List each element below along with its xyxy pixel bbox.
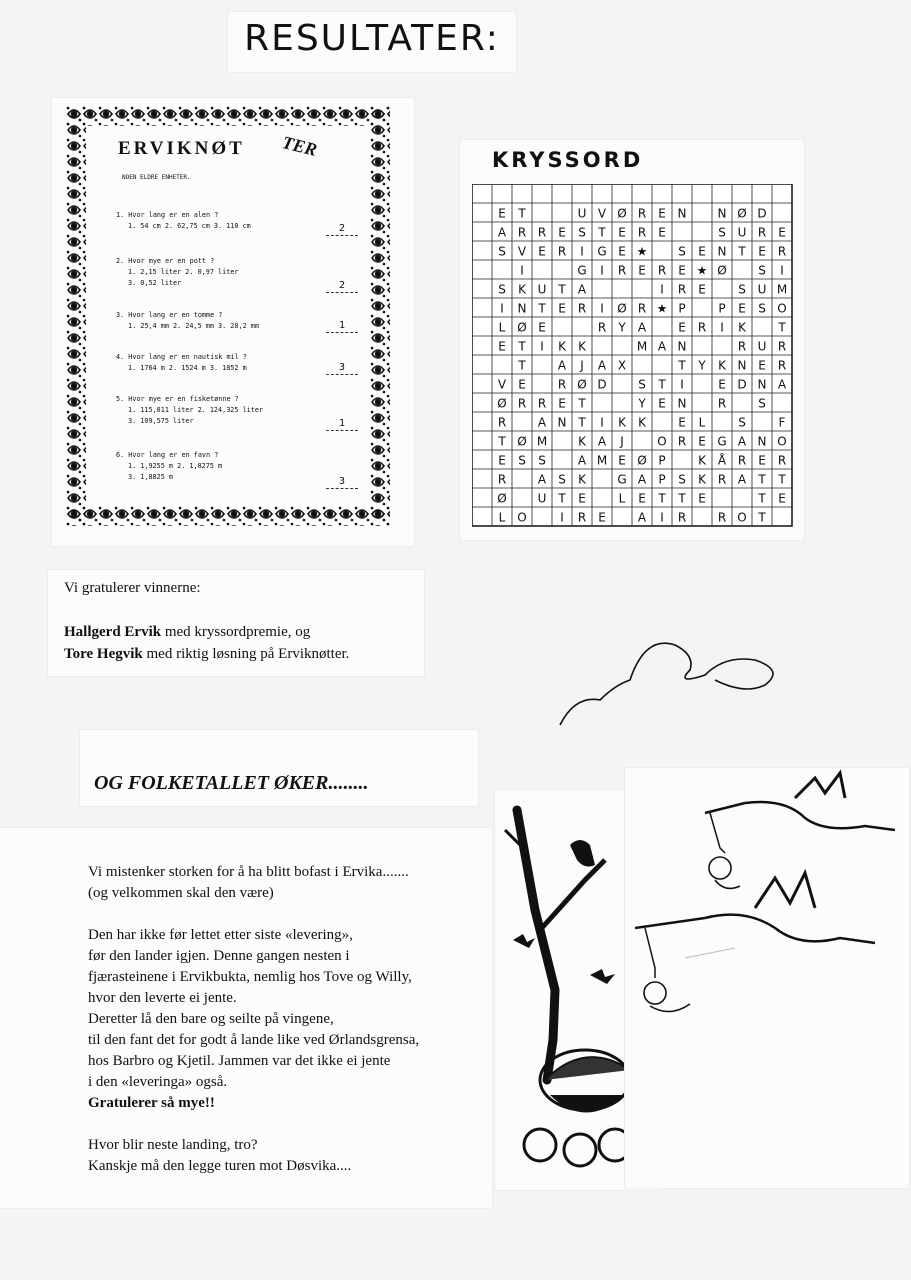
crossword-letter: S xyxy=(758,301,766,316)
crossword-letter: E xyxy=(638,491,646,506)
crossword-letter: R xyxy=(497,415,507,430)
crossword-letter: T xyxy=(518,206,526,221)
crossword-letter: E xyxy=(558,396,566,411)
crossword-letter: P xyxy=(678,301,686,316)
crossword-letter: T xyxy=(578,396,586,411)
body-line: (og velkommen skal den være) xyxy=(88,885,274,901)
crossword-letter: Ø xyxy=(497,491,507,506)
winner-text: med kryssordpremie, og xyxy=(161,624,311,640)
crossword-letter: R xyxy=(737,339,747,354)
crossword-letter: R xyxy=(557,377,567,392)
crossword-letter: E xyxy=(698,491,706,506)
crossword-letter: T xyxy=(518,339,526,354)
folketallet-body-clipping xyxy=(0,828,492,1208)
crossword-letter: U xyxy=(757,339,767,354)
crossword-letter: R xyxy=(657,263,667,278)
crossword-letter: E xyxy=(698,244,706,259)
crossword-letter: N xyxy=(677,339,687,354)
crossword-letter: E xyxy=(758,358,766,373)
crossword-letter: E xyxy=(678,263,686,278)
crossword-letter: T xyxy=(758,491,766,506)
crossword-letter: ★ xyxy=(636,244,648,259)
crossword-letter: R xyxy=(777,358,787,373)
crossword-letter: K xyxy=(718,358,726,373)
crossword-letter: T xyxy=(578,415,586,430)
crossword-letter: E xyxy=(618,225,626,240)
crossword-letter: T xyxy=(778,472,786,487)
crossword-letter: R xyxy=(677,282,687,297)
crossword-letter: T xyxy=(758,472,766,487)
crossword-letter: G xyxy=(577,263,587,278)
crossword-letter: Ø xyxy=(737,206,747,221)
erviknotter-clipping xyxy=(52,98,414,546)
folketallet-title: OG FOLKETALLET ØKER........ xyxy=(94,772,369,794)
crossword-letter: K xyxy=(578,434,586,449)
crossword-letter: N xyxy=(757,434,767,449)
erviknotter-subtitle: NOEN ELDRE ENHETER. xyxy=(122,174,191,181)
crossword-letter: S xyxy=(498,282,506,297)
crossword-letter: E xyxy=(498,206,506,221)
crossword-letter: A xyxy=(597,358,607,373)
body-line: Deretter lå den bare og seilte på vingene, xyxy=(88,1011,334,1027)
question-text: 1. Hvor lang er en alen ? xyxy=(116,211,219,219)
crossword-letter: E xyxy=(618,244,626,259)
crossword-letter: R xyxy=(517,396,527,411)
crossword-letter: G xyxy=(717,434,727,449)
crossword-letter: U xyxy=(757,282,767,297)
kryssord-clipping xyxy=(460,140,804,540)
winner-name: Hallgerd Ervik xyxy=(64,624,162,640)
crossword-letter: R xyxy=(717,396,727,411)
winners-clipping xyxy=(48,570,424,676)
crossword-letter: E xyxy=(658,225,666,240)
answer: 1 xyxy=(326,320,358,333)
crossword-letter: E xyxy=(498,339,506,354)
body-line: før den lander igjen. Denne gangen nesten i xyxy=(88,948,350,964)
answer: 1 xyxy=(326,418,358,431)
crossword-letter: Y xyxy=(638,396,646,411)
answer: 3 xyxy=(326,362,358,375)
crossword-letter: I xyxy=(660,282,664,297)
crossword-letter: S xyxy=(518,453,526,468)
crossword-letter: R xyxy=(537,225,547,240)
crossword-letter: D xyxy=(737,377,747,392)
crossword-letter: Y xyxy=(698,358,706,373)
crossword-letter: R xyxy=(697,320,707,335)
page-title: RESULTATER: xyxy=(244,18,500,59)
crossword-letter: I xyxy=(600,415,604,430)
crossword-letter: I xyxy=(500,301,504,316)
crossword-letter: T xyxy=(658,377,666,392)
crossword-letter: R xyxy=(577,510,587,525)
crossword-letter: Ø xyxy=(637,453,647,468)
crossword-letter: A xyxy=(597,434,607,449)
crossword-letter: K xyxy=(618,415,626,430)
crossword-letter: T xyxy=(758,510,766,525)
crossword-letter: S xyxy=(578,225,586,240)
crossword-letter: E xyxy=(558,301,566,316)
crossword-letter: K xyxy=(558,339,566,354)
winner-line xyxy=(64,624,310,641)
crossword-letter: L xyxy=(698,415,706,430)
crossword-letter: L xyxy=(498,510,506,525)
crossword-letter: ★ xyxy=(656,301,668,316)
crossword-letter: U xyxy=(537,282,547,297)
scribble-drawing xyxy=(555,625,785,735)
body-line: Vi mistenker storken for å ha blitt bofast i Ervika....... xyxy=(88,864,409,880)
crossword-letter: G xyxy=(617,472,627,487)
crossword-letter: P xyxy=(718,301,726,316)
crossword-letter: A xyxy=(657,339,667,354)
crossword-letter: T xyxy=(678,358,686,373)
answer: 2 xyxy=(326,223,358,236)
crossword-letter: R xyxy=(757,225,767,240)
crossword-letter: M xyxy=(636,339,648,354)
crossword-letter: I xyxy=(720,320,724,335)
crossword-letter: U xyxy=(737,225,747,240)
crossword-letter: I xyxy=(520,263,524,278)
crossword-letter: R xyxy=(557,244,567,259)
crossword-letter: R xyxy=(577,301,587,316)
crossword-letter: I xyxy=(680,377,684,392)
crossword-letter: V xyxy=(597,206,607,221)
crossword-letter: E xyxy=(658,396,666,411)
crossword-letter: S xyxy=(678,472,686,487)
crossword-letter: T xyxy=(678,491,686,506)
crossword-letter: M xyxy=(536,434,548,449)
body-line: fjærasteinene i Ervikbukta, nemlig hos Tove og Willy, xyxy=(88,969,412,985)
crossword-letter: T xyxy=(598,225,606,240)
crossword-letter: R xyxy=(777,244,787,259)
body-line: i den «leveringa» også. xyxy=(88,1074,228,1090)
crossword-letter: S xyxy=(758,396,766,411)
crossword-letter: ★ xyxy=(696,263,708,278)
crossword-letter: E xyxy=(778,491,786,506)
question-options: 1. 54 cm 2. 62,75 cm 3. 110 cm xyxy=(128,222,251,230)
crossword-letter: E xyxy=(638,263,646,278)
kryssord-title: KRYSSORD xyxy=(492,148,644,172)
crossword-letter: S xyxy=(758,263,766,278)
crossword-letter: A xyxy=(637,510,647,525)
crossword-letter: E xyxy=(538,244,546,259)
crossword-letter: A xyxy=(777,377,787,392)
crossword-letter: Ø xyxy=(517,434,527,449)
crossword-letter: R xyxy=(497,472,507,487)
question-options: 1. 2,15 liter 2. 0,97 liter xyxy=(128,268,239,276)
closing-line: Hvor blir neste landing, tro? xyxy=(88,1137,258,1153)
crossword-letter: S xyxy=(498,244,506,259)
crossword-letter: E xyxy=(718,377,726,392)
crossword-letter: T xyxy=(498,434,506,449)
question-text: 4. Hvor lang er en nautisk mil ? xyxy=(116,353,247,361)
crossword-letter: I xyxy=(580,244,584,259)
crossword-letter: M xyxy=(596,453,608,468)
crossword-letter: E xyxy=(538,320,546,335)
crossword-letter: P xyxy=(658,453,666,468)
question-text: 5. Hvor mye er en fisketønne ? xyxy=(116,395,239,403)
crossword-letter: N xyxy=(717,244,727,259)
crossword-letter: I xyxy=(600,263,604,278)
erviknotter-heading: ERVIKNØT xyxy=(118,138,245,159)
crossword-letter: Ø xyxy=(617,301,627,316)
question-text: 3. Hvor lang er en tomme ? xyxy=(116,311,223,319)
crossword-letter: S xyxy=(638,377,646,392)
crossword-letter: E xyxy=(758,244,766,259)
crossword-letter: L xyxy=(498,320,506,335)
crossword-letter: L xyxy=(618,491,626,506)
crossword-letter: O xyxy=(657,434,667,449)
crossword-letter: T xyxy=(518,358,526,373)
crossword-letter: S xyxy=(558,472,566,487)
question-options: 3. 1,8825 m xyxy=(128,473,174,481)
stork-clipping xyxy=(625,768,909,1188)
crossword-letter: N xyxy=(557,415,567,430)
crossword-letter: R xyxy=(717,510,727,525)
crossword-letter: A xyxy=(557,358,567,373)
crossword-letter: E xyxy=(698,282,706,297)
crossword-letter: E xyxy=(658,206,666,221)
crossword-letter: N xyxy=(677,396,687,411)
crossword-letter: I xyxy=(780,263,784,278)
erviknotter-heading-tail: TER xyxy=(280,132,320,160)
crossword-letter: E xyxy=(598,510,606,525)
crossword-letter: A xyxy=(637,472,647,487)
winner-name: Tore Hegvik xyxy=(64,646,143,662)
closing-line: Kanskje må den legge turen mot Døsvika.... xyxy=(88,1158,352,1174)
body-line: Den har ikke før lettet etter siste «levering», xyxy=(88,927,353,943)
crossword-letter: O xyxy=(777,301,787,316)
question-options: 1. 1,9255 m 2. 1,8275 m xyxy=(128,462,223,470)
crossword-letter: I xyxy=(540,339,544,354)
crossword-letter: S xyxy=(738,415,746,430)
stork-drawing xyxy=(625,768,909,1188)
crossword-letter: S xyxy=(718,225,726,240)
folketallet-title-clipping xyxy=(80,730,478,806)
crossword-letter: K xyxy=(638,415,646,430)
crossword-letter: R xyxy=(717,472,727,487)
crossword-letter: E xyxy=(758,453,766,468)
crossword-letter: A xyxy=(637,320,647,335)
crossword-letter: D xyxy=(597,377,607,392)
crossword-letter: R xyxy=(677,510,687,525)
winner-text: med riktig løsning på Erviknøtter. xyxy=(142,646,350,662)
crossword-letter: R xyxy=(637,301,647,316)
title-clipping xyxy=(228,12,516,72)
body-line: hos Barbro og Kjetil. Jammen var det ikke ei jente xyxy=(88,1053,391,1069)
crossword-letter: E xyxy=(698,434,706,449)
crossword-letter: A xyxy=(577,282,587,297)
crossword-grid xyxy=(472,184,794,530)
crossword-letter: Ø xyxy=(717,263,727,278)
body-line: til den fant det for godt å lande like ved Ørlandsgrensa, xyxy=(88,1032,420,1048)
crossword-letter: N xyxy=(677,206,687,221)
crossword-letter: J xyxy=(580,358,584,373)
crossword-letter: R xyxy=(617,263,627,278)
question-options: 1. 25,4 mm 2. 24,5 mm 3. 28,2 mm xyxy=(128,322,259,330)
crossword-letter: R xyxy=(537,396,547,411)
crossword-letter: Å xyxy=(717,453,727,468)
crossword-letter: E xyxy=(618,453,626,468)
crossword-letter: I xyxy=(660,510,664,525)
crossword-letter: Ø xyxy=(617,206,627,221)
answer: 2 xyxy=(326,280,358,293)
crossword-letter: E xyxy=(558,225,566,240)
crossword-letter: K xyxy=(518,282,526,297)
crossword-letter: K xyxy=(698,453,706,468)
crossword-letter: Ø xyxy=(577,377,587,392)
crossword-letter: O xyxy=(777,434,787,449)
winner-line xyxy=(64,646,349,663)
crossword-letter: K xyxy=(578,339,586,354)
crossword-letter: R xyxy=(777,453,787,468)
crossword-letter: J xyxy=(620,434,624,449)
crossword-letter: E xyxy=(518,377,526,392)
crossword-letter: O xyxy=(517,510,527,525)
crossword-letter: I xyxy=(600,301,604,316)
crossword-letter: K xyxy=(578,472,586,487)
crossword-letter: N xyxy=(717,206,727,221)
crossword-letter: I xyxy=(560,510,564,525)
crossword-letter: T xyxy=(658,491,666,506)
crossword-letter: Ø xyxy=(497,396,507,411)
crossword-letter: T xyxy=(558,491,566,506)
folketallet-body xyxy=(88,862,498,1177)
crossword-letter: E xyxy=(578,491,586,506)
congrats-line: Gratulerer så mye!! xyxy=(88,1095,215,1111)
crossword-letter: G xyxy=(597,244,607,259)
crossword-letter: S xyxy=(738,282,746,297)
crossword-letter: F xyxy=(778,415,786,430)
crossword-letter: S xyxy=(538,453,546,468)
crossword-letter: K xyxy=(698,472,706,487)
crossword-letter: N xyxy=(757,377,767,392)
crossword-letter: R xyxy=(777,339,787,354)
crossword-letter: M xyxy=(776,282,788,297)
crossword-letter: K xyxy=(738,320,746,335)
question-text: 2. Hvor mye er en pott ? xyxy=(116,257,215,265)
crossword-letter: A xyxy=(537,472,547,487)
crossword-letter: U xyxy=(537,491,547,506)
question-options: 3. 109,575 liter xyxy=(128,417,194,425)
crossword-letter: A xyxy=(537,415,547,430)
crossword-letter: U xyxy=(577,206,587,221)
question-options: 1. 1764 m 2. 1524 m 3. 1852 m xyxy=(128,364,247,372)
crossword-letter: N xyxy=(517,301,527,316)
question-options: 3. 0,52 liter xyxy=(128,279,182,287)
crossword-letter: T xyxy=(558,282,566,297)
crossword-letter: R xyxy=(517,225,527,240)
crossword-letter: V xyxy=(517,244,527,259)
question-options: 1. 115,811 liter 2. 124,325 liter xyxy=(128,406,264,414)
crossword-letter: N xyxy=(737,358,747,373)
crossword-letter: A xyxy=(577,453,587,468)
crossword-letter: Ø xyxy=(517,320,527,335)
crossword-letter: R xyxy=(597,320,607,335)
crossword-letter: O xyxy=(737,510,747,525)
crossword-letter: D xyxy=(757,206,767,221)
crossword-letter: R xyxy=(637,206,647,221)
crossword-letter: R xyxy=(737,453,747,468)
crossword-letter: A xyxy=(737,472,747,487)
body-line xyxy=(88,904,498,925)
crossword-letter: V xyxy=(497,377,507,392)
crossword-letter: Y xyxy=(618,320,626,335)
crossword-letter: E xyxy=(678,320,686,335)
question-text: 6. Hvor lang er en favn ? xyxy=(116,451,219,459)
crossword-letter: X xyxy=(617,358,627,373)
crossword-letter: T xyxy=(538,301,546,316)
crossword-letter: P xyxy=(658,472,666,487)
winners-intro: Vi gratulerer vinnerne: xyxy=(64,580,201,596)
crossword-letter: T xyxy=(738,244,746,259)
crossword-letter: T xyxy=(778,320,786,335)
crossword-letter: E xyxy=(738,301,746,316)
crossword-letter: E xyxy=(498,453,506,468)
answer: 3 xyxy=(326,476,358,489)
crossword-letter: E xyxy=(778,225,786,240)
body-line: hvor den leverte ei jente. xyxy=(88,990,237,1006)
crossword-letter: R xyxy=(637,225,647,240)
crossword-letter: A xyxy=(737,434,747,449)
crossword-letter: A xyxy=(497,225,507,240)
crossword-letter: R xyxy=(677,434,687,449)
crossword-letter: E xyxy=(678,415,686,430)
crossword-letter: S xyxy=(678,244,686,259)
